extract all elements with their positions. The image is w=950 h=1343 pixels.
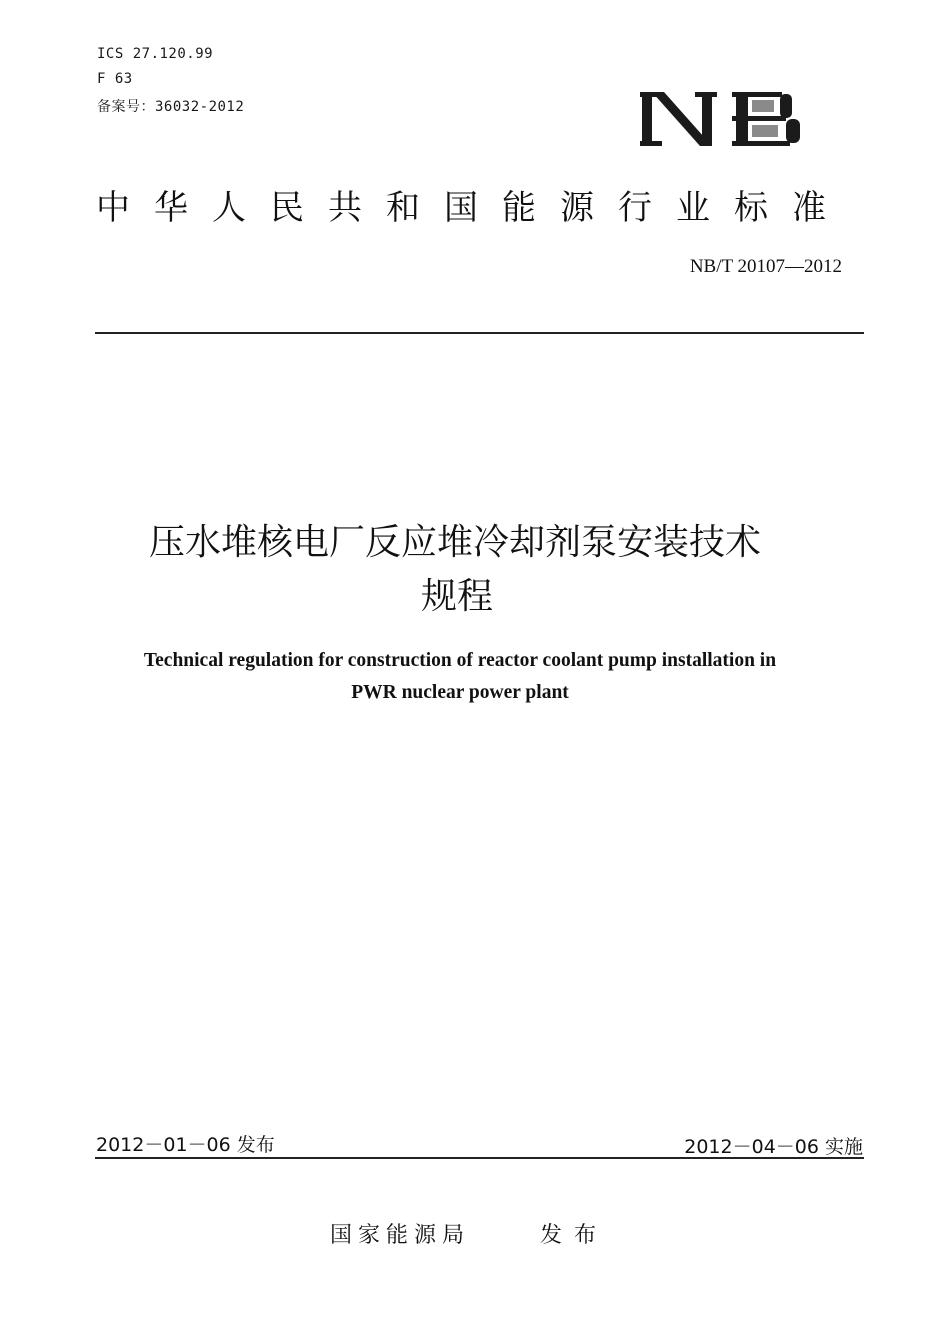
nb-logo (640, 88, 820, 150)
title-chinese-line1: 压水堆核电厂反应堆冷却剂泵安装技术 (148, 522, 761, 563)
title-english-line2: PWR nuclear power plant (351, 682, 569, 703)
classification-code: F 63 (97, 71, 133, 87)
title-chinese-line2: 规程 (420, 576, 493, 617)
title-english-line1: Technical regulation for construction of reactor coolant pump installation in (143, 650, 777, 671)
record-number: 备案号：36032-2012 (97, 99, 245, 115)
issuing-authority: 国家能源局 (330, 1223, 471, 1248)
issue-date: 2012－01－06 发布 (96, 1134, 275, 1156)
implementation-date: 2012－04－06 实施 (684, 1136, 863, 1158)
ics-code: ICS 27.120.99 (97, 46, 214, 62)
bottom-divider (95, 1157, 864, 1159)
top-divider (95, 332, 864, 334)
issuing-action: 发布 (540, 1223, 609, 1248)
standard-category-title: 中华人民共和国能源行业标准 (96, 188, 850, 228)
standard-number: NB/T 20107—2012 (689, 256, 842, 277)
